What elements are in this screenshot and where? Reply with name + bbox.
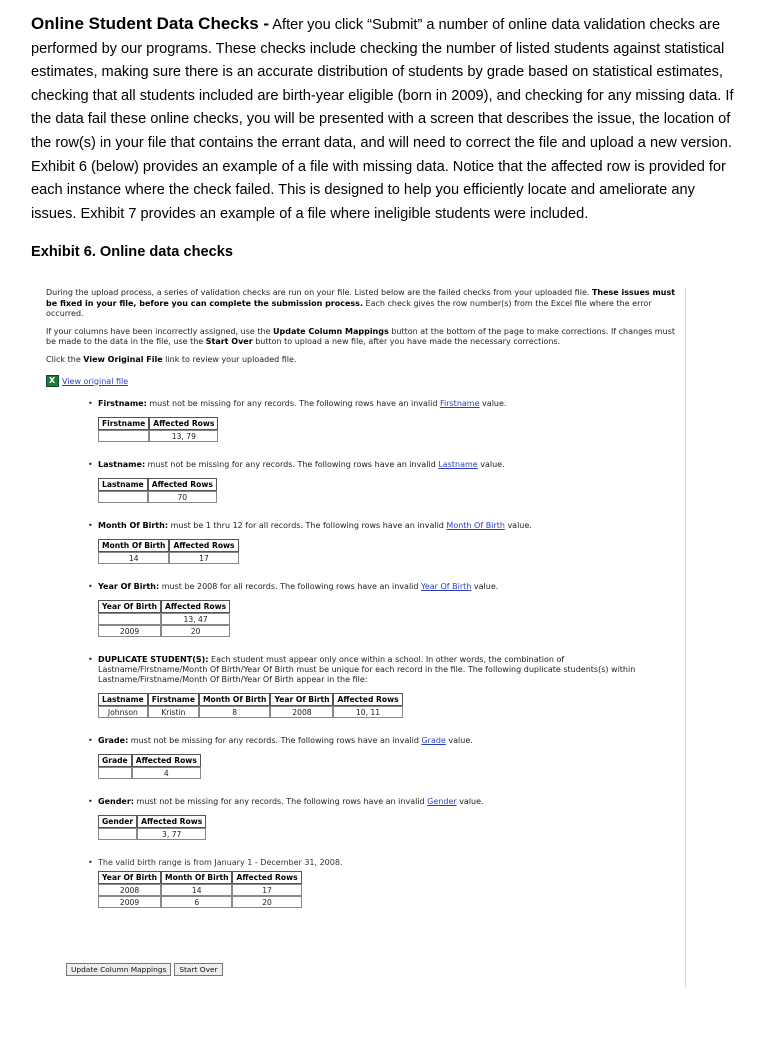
check-text: The valid birth range is from January 1 - December 31, 2008. [98,858,343,867]
column-header: Month Of Birth [98,539,169,552]
error-table [98,871,302,908]
table-cell: 2009 [98,625,161,637]
p2-text-e: button to upload a new file, after you have made the necessary corrections. [252,337,561,346]
p2-update-mappings-ref: Update Column Mappings [273,326,389,336]
p3-text-c: link to review your uploaded file. [162,354,297,364]
table-row [98,706,403,718]
check-field-link[interactable]: Grade [421,736,446,745]
table-cell [98,613,161,625]
table-row [98,828,206,840]
table-header-row [98,417,218,430]
column-header: Affected Rows [149,417,218,430]
column-header: Affected Rows [169,539,238,552]
check-field-link[interactable]: Year Of Birth [421,582,472,591]
check-tail: value. [504,521,532,530]
intro-lead: Online Student Data Checks - [31,14,270,33]
document [31,12,743,260]
table-cell [98,491,148,503]
column-header: Grade [98,754,132,767]
column-header: Lastname [98,693,148,706]
column-header: Year Of Birth [98,600,161,613]
table-cell: 10, 11 [333,706,402,718]
check-grade: • Grade: must not be missing for any records. The following rows have an invalid Grade value. Grade Affected Rows 4 [88,736,473,778]
table-header-row [98,754,201,767]
check-tail: value. [456,797,484,806]
p2-text-c: button at the bottom of the page to make corrections. If changes must be made to the data in the file, use the [46,326,675,346]
p1-text-c: Each check gives the row number(s) from the Excel file where the error occurred. [46,298,652,318]
table-cell [98,767,132,779]
table-row [98,625,230,637]
check-text: must not be missing for any records. The following rows have an invalid [145,460,439,469]
table-cell: 2008 [270,706,333,718]
table-row [98,552,239,564]
column-header: Affected Rows [148,478,217,491]
check-month-of-birth: • Month Of Birth: must be 1 thru 12 for all records. The following rows have an invalid Month Of Birth value. Month Of Birth Affected Rows 14 17 [88,521,532,563]
check-tail: value. [445,736,473,745]
p1-text-a: During the upload process, a series of validation checks are run on your file. Listed below are the failed checks from your uploaded file. [46,288,592,297]
check-text: must not be missing for any records. The following rows have an invalid [133,797,428,806]
table-cell: 17 [169,552,238,564]
view-original-file[interactable] [38,375,685,387]
table-cell: 2008 [98,884,161,896]
table-header-row [98,600,230,613]
table-cell: 20 [232,896,301,908]
table-header-row [98,871,302,884]
table-row [98,884,302,896]
check-text: must be 1 thru 12 for all records. The following rows have an invalid [168,521,447,530]
column-header: Lastname [98,478,148,491]
exhibit-panel [38,288,686,988]
check-tail: value. [477,460,505,469]
exhibit-title: Exhibit 6. Online data checks [31,244,233,261]
check-label: Lastname: [98,460,146,469]
check-label: Gender: [98,797,134,806]
check-text: must not be missing for any records. The following rows have an invalid [128,736,422,745]
error-table [98,693,403,718]
check-birth-range: • The valid birth range is from January 1 - December 31, 2008. Year Of Birth Month Of Birth Affected Rows 2008 14 17 2009 6 20 [88,858,685,908]
table-cell: Kristin [148,706,199,718]
table-cell: 8 [199,706,270,718]
column-header: Affected Rows [333,693,402,706]
check-label: Month Of Birth: [98,521,169,530]
error-table [98,754,201,779]
column-header: Affected Rows [161,600,230,613]
table-header-row [98,478,217,491]
check-lastname: • Lastname: must not be missing for any records. The following rows have an invalid Lastname value. Lastname Affected Rows 70 [88,460,505,502]
check-label: DUPLICATE STUDENT(S): [98,655,209,664]
p3-view-file-ref: View Original File [83,354,163,364]
table-cell: 70 [148,491,217,503]
check-text: must not be missing for any records. The following rows have an invalid [146,399,440,408]
table-cell: 14 [161,884,232,896]
table-cell [98,430,149,442]
check-tail: value. [479,399,507,408]
table-cell [98,828,137,840]
error-table [98,600,230,637]
check-firstname: • Firstname: must not be missing for any records. The following rows have an invalid Firstname value. Firstname Affected Rows 13, 79 [88,399,507,441]
p3-text-a: Click the [46,354,84,364]
table-row [98,896,302,908]
check-duplicate-students: • DUPLICATE STUDENT(S): Each student must appear only once within a school. In other words, the combination of Lastname/Firstname/Month Of Birth/Year Of Birth must be unique for each record in the file. The following duplicate students(s) within Lastname/Firstname/Month Of Birth/Year Of Birth appear in the file: Lastname Firstname Month Of Birth Year Of Birth Affected Rows Johnson Kristin 8 2008 10, 11 [88,655,636,717]
table-row [98,767,201,779]
column-header: Affected Rows [137,815,206,828]
action-buttons [66,963,223,976]
error-table [98,417,218,442]
table-header-row [98,693,403,706]
table-cell: 6 [161,896,232,908]
check-text: must be 2008 for all records. The following rows have an invalid [159,582,422,591]
column-header: Affected Rows [232,871,301,884]
table-cell: 2009 [98,896,161,908]
column-header: Year Of Birth [270,693,333,706]
table-header-row [98,815,206,828]
column-header: Gender [98,815,137,828]
column-header: Month Of Birth [161,871,232,884]
instructions-p2 [38,327,685,348]
table-row [98,491,217,503]
column-header: Month Of Birth [199,693,270,706]
check-field-link[interactable]: Month Of Birth [446,521,505,530]
check-text: Each student must appear only once within a school. In other words, the combination of Lastname/Firstname/Month Of Birth/Year Of Birth must be unique for each record in the file. The following duplicate students(s) within Lastname/Firstname/Month Of Birth/Year Of Birth appear in the file: [98,655,636,684]
column-header: Year Of Birth [98,871,161,884]
intro-body: After you click “Submit” a number of online data validation checks are performed by our programs. These checks include checking the number of listed students against statistical estimates, making sure there is an accurate distribution of students by grade based on statistical estimates, checking that all students included are birth-year eligible (born in 2009), and checking for any missing data. If the data fail these online checks, you will be presented with a screen that describes the issue, the location of the row(s) in your file that contains the errant data, and will need to correct the file and upload a new version. Exhibit 6 (below) provides an example of a file with missing data. Notice that the affected row is provided for each instance where the check failed. This is designed to help you efficiently locate and ameliorate any issues. Exhibit 7 provides an example of a file where ineligible students were included. [31,17,734,222]
start-over-button[interactable]: Start Over [174,963,222,976]
error-table [98,815,206,840]
excel-file-icon[interactable] [46,375,59,387]
check-field-link[interactable]: Gender [427,797,457,806]
check-label: Year Of Birth: [98,582,160,591]
column-header: Affected Rows [132,754,201,767]
check-label: Firstname: [98,399,147,408]
update-column-mappings-button[interactable]: Update Column Mappings [66,963,171,976]
table-cell: 3, 77 [137,828,206,840]
table-row [98,430,218,442]
table-cell: 13, 47 [161,613,230,625]
table-header-row [98,539,239,552]
table-cell: 4 [132,767,201,779]
column-header: Firstname [148,693,199,706]
table-row [98,613,230,625]
table-cell: 17 [232,884,301,896]
intro-paragraph [31,12,743,226]
view-original-file-link[interactable]: View original file [62,376,129,386]
check-tail: value. [471,582,499,591]
p2-start-over-ref: Start Over [205,337,253,346]
failed-checks-list [88,399,685,908]
instructions-p3 [38,355,685,366]
error-table [98,478,217,503]
column-header: Firstname [98,417,149,430]
error-table [98,539,239,564]
instructions-p1 [38,288,685,320]
check-gender: • Gender: must not be missing for any records. The following rows have an invalid Gender value. Gender Affected Rows 3, 77 [88,797,484,839]
table-cell: Johnson [98,706,148,718]
table-cell: 14 [98,552,169,564]
check-label: Grade: [98,736,129,745]
table-cell: 13, 79 [149,430,218,442]
table-cell: 20 [161,625,230,637]
p2-text-a: If your columns have been incorrectly assigned, use the [46,326,273,336]
check-year-of-birth: • Year Of Birth: must be 2008 for all records. The following rows have an invalid Year Of Birth value. Year Of Birth Affected Rows 13, 47 2009 20 [88,582,499,636]
check-field-link[interactable]: Lastname [438,460,478,469]
p1-text-emphasis: These issues must be fixed in your file, before you can complete the submission process. [46,288,676,308]
check-field-link[interactable]: Firstname [439,399,480,408]
